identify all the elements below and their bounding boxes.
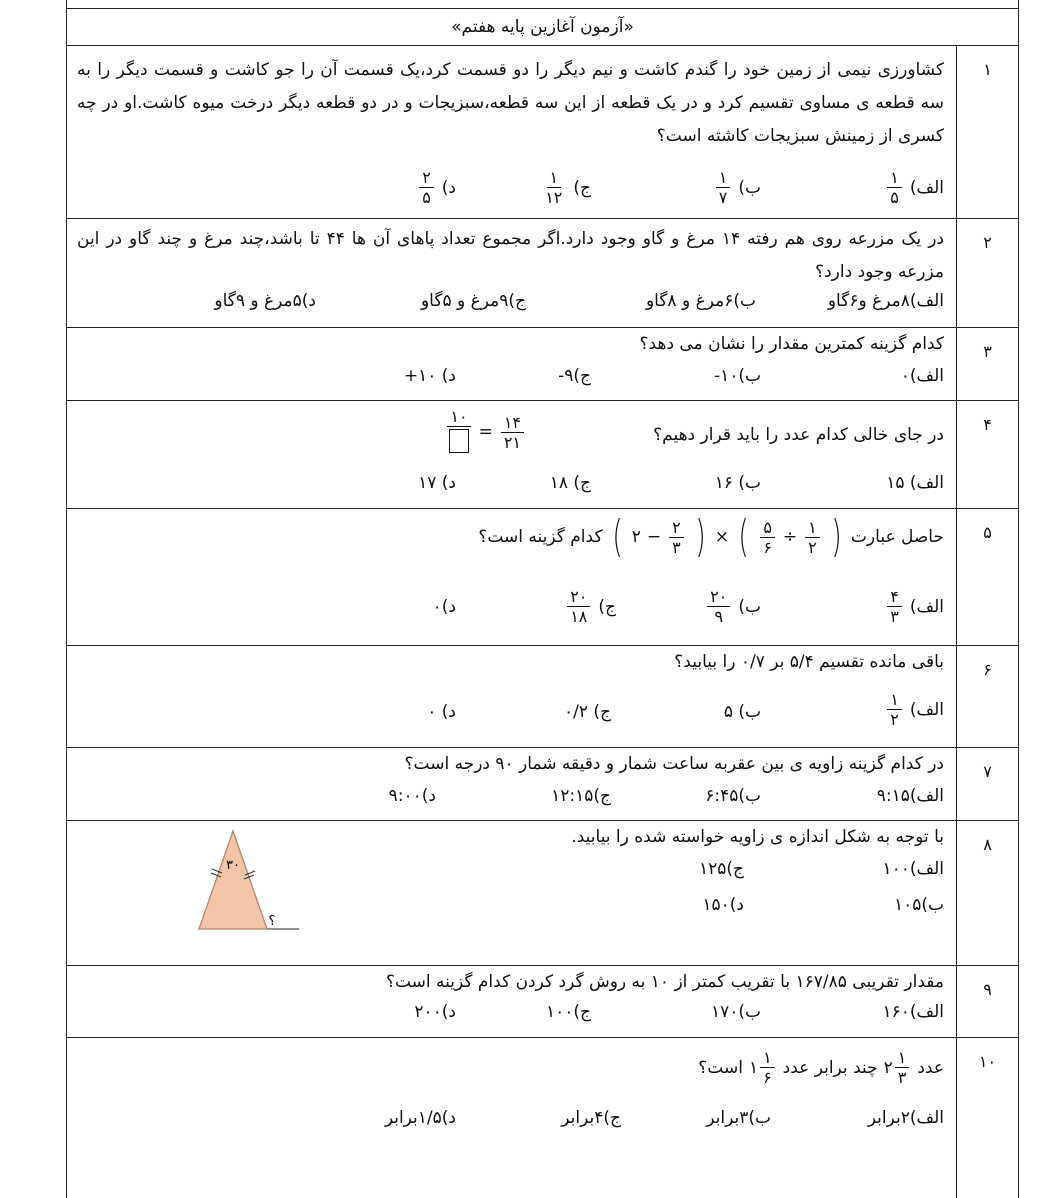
text-a: عدد xyxy=(917,1057,944,1078)
option-c[interactable]: ج)۴برابر xyxy=(561,1108,621,1128)
question-text: در جای خالی کدام عدد را باید قرار دهیم؟ xyxy=(653,425,944,445)
option-label: ج) xyxy=(598,596,616,617)
fraction xyxy=(760,1048,775,1087)
divide-sign: ÷ xyxy=(782,527,798,547)
numerator: ۱ xyxy=(887,690,902,710)
option-c[interactable]: ج)۹مرغ و ۵گاو xyxy=(420,291,526,311)
option-label: الف) xyxy=(909,596,944,617)
option-d[interactable] xyxy=(417,168,456,207)
question-number: ۱۰ xyxy=(956,1038,1018,1198)
text-before: حاصل عبارت xyxy=(850,527,944,547)
option-c[interactable] xyxy=(565,587,616,626)
option-c[interactable] xyxy=(540,168,591,207)
denominator: ۶ xyxy=(763,537,772,557)
question-number: ۷ xyxy=(956,748,1018,820)
option-a[interactable] xyxy=(885,587,944,626)
question-2 xyxy=(67,219,1018,328)
question-number: ۱ xyxy=(956,46,1018,218)
question-text: کشاورزی نیمی از زمین خود را گندم کاشت و نیم دیگر را دو قسمت کرد،یک قسمت آن را جو کاشت و قسمت دیگر را به سه قطعه ی مساوی تقسیم کرد و در یک قطعه از این سه قطعه،سبزیجات و در دو قطعه دیگر درخت میوه کاشت.او در چه کسری از زمینش سبزیجات کاشته است؟ xyxy=(77,60,944,146)
numerator: ۱ xyxy=(547,168,562,188)
fraction xyxy=(419,168,434,207)
blank-box[interactable] xyxy=(449,429,469,453)
fraction xyxy=(716,168,731,207)
denominator: ۵ xyxy=(422,188,431,207)
option-d[interactable]: د)۲۰۰ xyxy=(414,1002,456,1022)
unknown-angle-label: ؟ xyxy=(268,914,276,929)
option-c[interactable]: ج) ۰/۲ xyxy=(563,702,611,722)
option-c[interactable]: ج)۹- xyxy=(558,366,591,386)
option-b[interactable]: ب)۳برابر xyxy=(706,1108,771,1128)
option-label: د)۰ xyxy=(432,597,456,617)
equals-sign: = xyxy=(478,422,493,442)
option-b[interactable]: ب) ۱۶ xyxy=(714,473,761,493)
option-b[interactable] xyxy=(705,587,761,626)
denominator: ۲ xyxy=(808,537,817,557)
option-b[interactable]: ب)۶:۴۵ xyxy=(705,786,761,806)
proportion-equation xyxy=(445,407,526,457)
question-text: در کدام گزینه زاویه ی بین عقربه ساعت شمار و دقیقه شمار ۹۰ درجه است؟ xyxy=(404,754,944,774)
option-a[interactable]: الف)۲برابر xyxy=(867,1108,944,1128)
times-sign: × xyxy=(714,527,730,547)
fraction xyxy=(542,168,565,207)
numerator: ۱ xyxy=(716,168,731,188)
option-label: الف) xyxy=(909,177,944,198)
text-b: چند برابر عدد xyxy=(782,1057,878,1078)
fraction xyxy=(447,407,470,457)
question-3 xyxy=(67,328,1018,401)
option-d[interactable]: د) ۰ xyxy=(427,702,456,722)
denominator: ۵ xyxy=(890,188,899,207)
denominator: ۹ xyxy=(714,607,724,626)
question-text: باقی مانده تقسیم ۵/۴ بر ۰/۷ را بیابید؟ xyxy=(674,652,944,672)
option-label: ب) xyxy=(738,177,761,198)
whole-part: ۱ xyxy=(748,1057,759,1078)
option-b[interactable]: ب)۶مرغ و ۸گاو xyxy=(645,291,756,311)
option-a[interactable] xyxy=(885,168,944,207)
triangle-shape xyxy=(199,831,267,929)
numerator: ۲۰ xyxy=(567,587,590,607)
question-text: در یک مزرعه روی هم رفته ۱۴ مرغ و گاو وجود دارد.اگر مجموع تعداد پاهای آن ها ۴۴ تا باشد،چند مرغ و چند گاو در این مزرعه وجود دارد؟ xyxy=(77,229,945,282)
question-6 xyxy=(67,646,1018,748)
fraction xyxy=(805,518,820,557)
question-number: ۶ xyxy=(956,646,1018,747)
option-d[interactable]: د)۵مرغ و ۹گاو xyxy=(214,291,316,311)
option-a[interactable]: الف)۱۰۰ xyxy=(882,859,944,879)
header-strip xyxy=(67,0,1018,9)
mixed-number-1 xyxy=(884,1048,912,1087)
denominator: ۷ xyxy=(718,188,728,207)
question-7 xyxy=(67,748,1018,821)
numerator: ۱۴ xyxy=(501,413,524,433)
option-c[interactable]: ج)۱۲:۱۵ xyxy=(551,786,611,806)
option-b[interactable]: ب)۱۰- xyxy=(713,366,761,386)
option-d[interactable]: د)۹:۰۰ xyxy=(388,786,436,806)
denominator: ۶ xyxy=(763,1068,772,1087)
question-number: ۴ xyxy=(956,401,1018,508)
denominator: ۲ xyxy=(890,710,899,729)
paren-open: ( xyxy=(695,511,706,562)
exam-title: «آزمون آغازین پایه هفتم» xyxy=(67,9,1018,46)
fraction xyxy=(887,168,902,207)
question-number: ۹ xyxy=(956,966,1018,1037)
option-c[interactable]: ج)۱۲۵ xyxy=(698,859,744,879)
whole-part: ۲ xyxy=(883,1057,893,1078)
option-d[interactable]: د) ۱۷ xyxy=(418,473,456,493)
denominator: ۳ xyxy=(672,537,681,557)
option-d[interactable]: د)۱/۵برابر xyxy=(384,1108,456,1128)
option-label: الف) xyxy=(909,699,944,720)
paren-close: ) xyxy=(611,511,623,562)
numerator: ۱ xyxy=(887,168,902,188)
question-text xyxy=(478,511,944,562)
option-a[interactable]: الف) ۱۵ xyxy=(886,473,944,493)
paren-close: ) xyxy=(738,511,749,562)
question-9 xyxy=(67,966,1018,1038)
numerator: ۲ xyxy=(669,518,684,538)
question-1 xyxy=(67,46,1018,219)
question-5 xyxy=(67,509,1018,646)
denominator: ۳ xyxy=(897,1068,907,1087)
numerator: ۱ xyxy=(805,518,820,538)
option-a[interactable]: الف)۱۶۰ xyxy=(882,1002,944,1022)
triangle-figure xyxy=(197,829,301,933)
option-a[interactable]: الف)۰ xyxy=(900,366,944,386)
numerator: ۲ xyxy=(419,168,434,188)
question-4 xyxy=(67,401,1018,509)
option-a[interactable]: الف)۸مرغ و۶گاو xyxy=(827,291,944,311)
option-label: ج) xyxy=(573,177,591,198)
option-label: د) xyxy=(441,177,456,198)
denominator: ۳ xyxy=(890,607,899,626)
question-text: کدام گزینه کمترین مقدار را نشان می دهد؟ xyxy=(639,334,944,354)
question-text: مقدار تقریبی ۱۶۷/۸۵ با تقریب کمتر از ۱۰ به روش گرد کردن کدام گزینه است؟ xyxy=(385,972,944,992)
text-after: کدام گزینه است؟ xyxy=(478,527,603,547)
angle-label: ۳۰ xyxy=(226,858,240,873)
numerator: ۲۰ xyxy=(707,587,730,607)
question-text xyxy=(698,1048,944,1087)
exam-sheet xyxy=(66,0,1019,1198)
denominator: ۲۱ xyxy=(503,432,521,452)
whole-number: ۲ xyxy=(631,527,641,547)
question-text: با توجه به شکل اندازه ی زاویه خواسته شده را بیابید. xyxy=(571,827,944,847)
option-a[interactable]: الف)۹:۱۵ xyxy=(876,786,944,806)
option-c[interactable]: ج) ۱۸ xyxy=(549,473,591,493)
option-b[interactable]: ب) ۵ xyxy=(723,702,761,722)
question-number: ۲ xyxy=(956,219,1018,327)
option-b[interactable] xyxy=(714,168,761,207)
numerator: ۱۰ xyxy=(447,407,470,427)
text-c: است؟ xyxy=(698,1057,743,1078)
question-8 xyxy=(67,821,1018,966)
question-number: ۵ xyxy=(956,509,1018,645)
question-number: ۸ xyxy=(956,821,1018,965)
option-b[interactable]: ب)۱۰۵ xyxy=(893,895,944,915)
numerator: ۱ xyxy=(895,1048,910,1068)
numerator: ۵ xyxy=(760,518,775,538)
mixed-number-2 xyxy=(749,1048,777,1087)
numerator: ۴ xyxy=(887,587,902,607)
paren-open: ( xyxy=(831,511,842,562)
denominator: ۱۸ xyxy=(570,607,588,626)
fraction xyxy=(760,518,775,557)
option-b[interactable]: ب)۱۷۰ xyxy=(710,1002,761,1022)
option-c[interactable]: ج)۱۰۰ xyxy=(545,1002,591,1022)
option-d[interactable]: د) ۱۰+ xyxy=(403,366,456,386)
numerator: ۱ xyxy=(760,1048,775,1068)
option-d[interactable]: د)۱۵۰ xyxy=(702,895,744,915)
option-label: ب) xyxy=(738,596,761,617)
fraction xyxy=(669,518,684,557)
fraction xyxy=(887,690,902,729)
minus-sign: − xyxy=(646,527,662,547)
option-d[interactable] xyxy=(433,597,456,617)
fraction xyxy=(707,587,730,626)
option-a[interactable] xyxy=(885,690,944,729)
fraction xyxy=(501,413,524,452)
fraction xyxy=(567,587,590,626)
question-number: ۳ xyxy=(956,328,1018,400)
fraction xyxy=(895,1048,910,1087)
question-10 xyxy=(67,1038,1018,1198)
fraction xyxy=(887,587,902,626)
denominator: ۱۲ xyxy=(545,188,563,207)
